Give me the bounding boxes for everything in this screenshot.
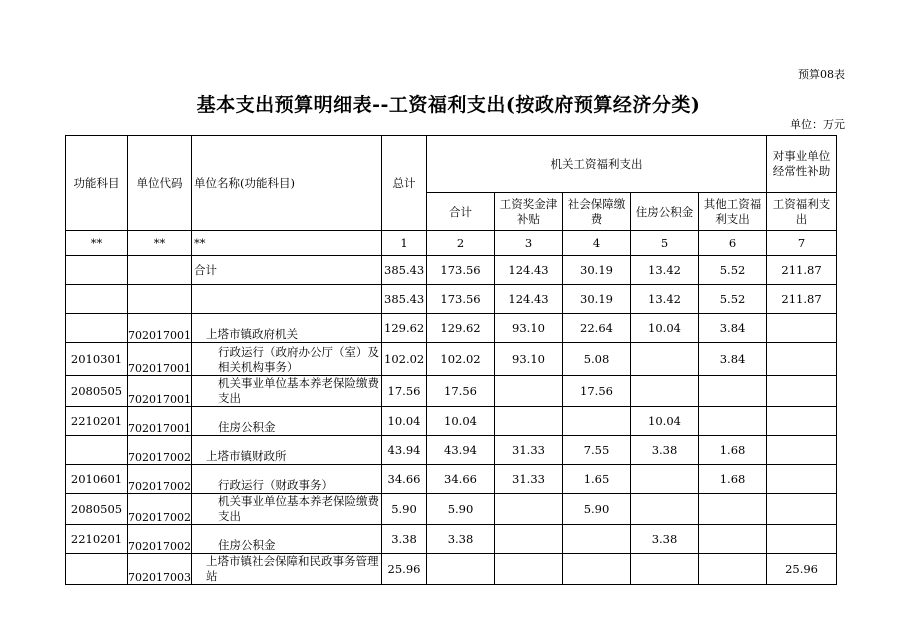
unit-code-cell: 702017003 (128, 554, 192, 585)
housing-cell (631, 465, 699, 494)
index-cell: 7 (767, 231, 837, 256)
housing-cell: 3.38 (631, 525, 699, 554)
total-cell: 129.62 (382, 314, 427, 343)
header-func-subject: 功能科目 (66, 136, 128, 231)
index-cell: 5 (631, 231, 699, 256)
sum-cell: 34.66 (427, 465, 495, 494)
func-subject-cell (66, 314, 128, 343)
sum-cell: 10.04 (427, 407, 495, 436)
social-cell: 17.56 (563, 376, 631, 407)
func-subject-cell: 2080505 (66, 494, 128, 525)
wage-cell (495, 554, 563, 585)
wage-cell (495, 525, 563, 554)
unit-code-cell: 702017001 (128, 314, 192, 343)
unit-label: 单位：万元 (790, 118, 845, 131)
table-row (66, 343, 837, 376)
unit-name-cell: 上塔市镇财政所 (192, 436, 382, 465)
header-sum: 合计 (427, 193, 495, 231)
header-unit-name: 单位名称(功能科目) (192, 136, 382, 231)
subsidy-cell (767, 343, 837, 376)
header-social: 社会保障缴费 (563, 193, 631, 231)
index-row (66, 231, 837, 256)
subsidy-cell (767, 407, 837, 436)
index-cell: 1 (382, 231, 427, 256)
unit-code-cell (128, 285, 192, 314)
wage-cell: 31.33 (495, 465, 563, 494)
housing-cell (631, 376, 699, 407)
unit-name-cell: 行政运行（政府办公厅（室）及相关机构事务） (192, 343, 382, 376)
wage-cell: 31.33 (495, 436, 563, 465)
housing-cell: 10.04 (631, 407, 699, 436)
unit-name-cell (192, 285, 382, 314)
unit-code-cell: 702017002 (128, 436, 192, 465)
social-cell (563, 554, 631, 585)
housing-cell: 13.42 (631, 256, 699, 285)
unit-name-cell: 上塔市镇社会保障和民政事务管理站 (192, 554, 382, 585)
wage-cell: 93.10 (495, 314, 563, 343)
social-cell: 5.90 (563, 494, 631, 525)
subsidy-cell (767, 314, 837, 343)
other-cell: 3.84 (699, 314, 767, 343)
sum-cell: 129.62 (427, 314, 495, 343)
func-subject-cell: 2010601 (66, 465, 128, 494)
housing-cell (631, 343, 699, 376)
sum-cell: 173.56 (427, 285, 495, 314)
social-cell: 30.19 (563, 285, 631, 314)
other-cell (699, 407, 767, 436)
table-row (66, 525, 837, 554)
other-cell (699, 554, 767, 585)
table-row (66, 376, 837, 407)
other-cell: 5.52 (699, 285, 767, 314)
table-row (66, 407, 837, 436)
table-row (66, 285, 837, 314)
func-subject-cell (66, 436, 128, 465)
subsidy-cell (767, 525, 837, 554)
unit-code-cell: 702017002 (128, 465, 192, 494)
total-cell: 34.66 (382, 465, 427, 494)
index-cell: ** (128, 231, 192, 256)
other-cell: 1.68 (699, 465, 767, 494)
wage-cell (495, 376, 563, 407)
header-unit-code: 单位代码 (128, 136, 192, 231)
header-total: 总计 (382, 136, 427, 231)
subsidy-cell: 25.96 (767, 554, 837, 585)
housing-cell: 13.42 (631, 285, 699, 314)
total-cell: 102.02 (382, 343, 427, 376)
wage-cell (495, 494, 563, 525)
sum-cell: 102.02 (427, 343, 495, 376)
header-wage: 工资奖金津补贴 (495, 193, 563, 231)
social-cell: 7.55 (563, 436, 631, 465)
header-subsidy: 对事业单位经常性补助 (767, 136, 837, 193)
header-other: 其他工资福利支出 (699, 193, 767, 231)
wage-cell (495, 407, 563, 436)
social-cell: 22.64 (563, 314, 631, 343)
table-row (66, 314, 837, 343)
unit-code-cell: 702017002 (128, 525, 192, 554)
func-subject-cell (66, 256, 128, 285)
header-housing: 住房公积金 (631, 193, 699, 231)
total-cell: 17.56 (382, 376, 427, 407)
subsidy-cell (767, 376, 837, 407)
other-cell: 3.84 (699, 343, 767, 376)
sum-cell: 17.56 (427, 376, 495, 407)
unit-name-cell: 机关事业单位基本养老保险缴费支出 (192, 494, 382, 525)
unit-code-cell: 702017001 (128, 343, 192, 376)
unit-name-cell: 住房公积金 (192, 525, 382, 554)
unit-code-cell (128, 256, 192, 285)
table-row (66, 494, 837, 525)
housing-cell (631, 554, 699, 585)
unit-name-cell: 机关事业单位基本养老保险缴费支出 (192, 376, 382, 407)
unit-code-cell: 702017002 (128, 494, 192, 525)
index-cell: ** (192, 231, 382, 256)
total-cell: 385.43 (382, 256, 427, 285)
func-subject-cell: 2080505 (66, 376, 128, 407)
index-cell: ** (66, 231, 128, 256)
unit-name-cell: 行政运行（财政事务） (192, 465, 382, 494)
func-subject-cell: 2210201 (66, 525, 128, 554)
subsidy-cell (767, 465, 837, 494)
subsidy-cell (767, 494, 837, 525)
wage-cell: 124.43 (495, 256, 563, 285)
unit-code-cell: 702017001 (128, 376, 192, 407)
index-cell: 6 (699, 231, 767, 256)
housing-cell: 3.38 (631, 436, 699, 465)
budget-table (65, 135, 837, 585)
func-subject-cell: 2010301 (66, 343, 128, 376)
sum-cell: 3.38 (427, 525, 495, 554)
subsidy-cell: 211.87 (767, 256, 837, 285)
other-cell (699, 494, 767, 525)
sum-cell (427, 554, 495, 585)
index-cell: 4 (563, 231, 631, 256)
social-cell: 1.65 (563, 465, 631, 494)
index-cell: 2 (427, 231, 495, 256)
social-cell: 5.08 (563, 343, 631, 376)
social-cell: 30.19 (563, 256, 631, 285)
header-subsidy-wage: 工资福利支出 (767, 193, 837, 231)
unit-name-cell: 住房公积金 (192, 407, 382, 436)
social-cell (563, 525, 631, 554)
other-cell: 1.68 (699, 436, 767, 465)
table-row (66, 554, 837, 585)
wage-cell: 124.43 (495, 285, 563, 314)
wage-cell: 93.10 (495, 343, 563, 376)
other-cell (699, 525, 767, 554)
total-cell: 3.38 (382, 525, 427, 554)
total-cell: 10.04 (382, 407, 427, 436)
func-subject-cell (66, 285, 128, 314)
other-cell: 5.52 (699, 256, 767, 285)
index-cell: 3 (495, 231, 563, 256)
sum-cell: 5.90 (427, 494, 495, 525)
housing-cell: 10.04 (631, 314, 699, 343)
table-row (66, 256, 837, 285)
subsidy-cell (767, 436, 837, 465)
unit-name-cell: 上塔市镇政府机关 (192, 314, 382, 343)
sum-cell: 173.56 (427, 256, 495, 285)
other-cell (699, 376, 767, 407)
table-row (66, 436, 837, 465)
header-group: 机关工资福利支出 (427, 136, 767, 193)
func-subject-cell (66, 554, 128, 585)
social-cell (563, 407, 631, 436)
document-title: 基本支出预算明细表--工资福利支出(按政府预算经济分类) (196, 94, 701, 116)
table-row (66, 465, 837, 494)
unit-code-cell: 702017001 (128, 407, 192, 436)
sum-cell: 43.94 (427, 436, 495, 465)
total-cell: 5.90 (382, 494, 427, 525)
total-cell: 43.94 (382, 436, 427, 465)
header-row-1 (66, 136, 837, 193)
subsidy-cell: 211.87 (767, 285, 837, 314)
unit-name-cell: 合计 (192, 256, 382, 285)
func-subject-cell: 2210201 (66, 407, 128, 436)
housing-cell (631, 494, 699, 525)
total-cell: 25.96 (382, 554, 427, 585)
total-cell: 385.43 (382, 285, 427, 314)
table-code: 预算08表 (798, 68, 845, 81)
